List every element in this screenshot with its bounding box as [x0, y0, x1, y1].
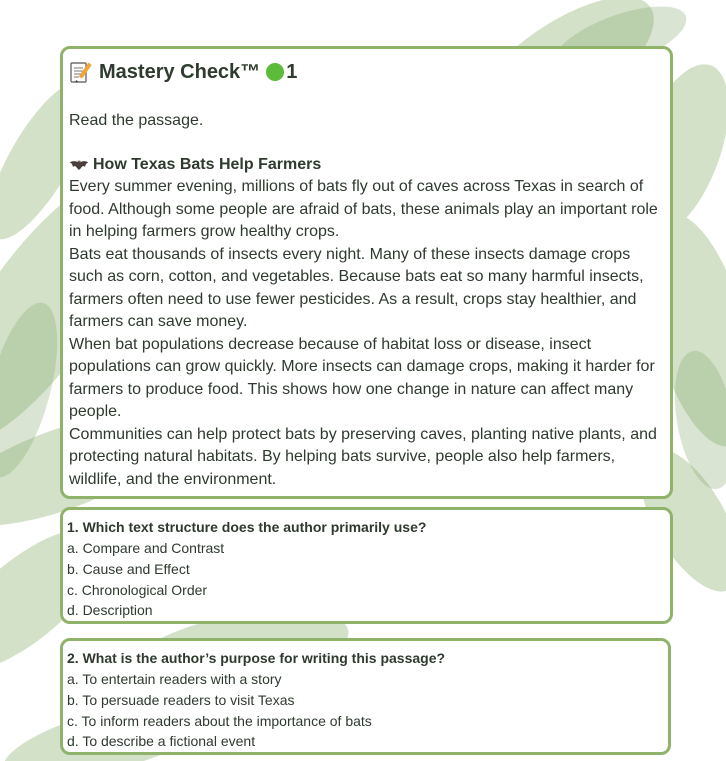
passage-paragraph: Bats eat thousands of insects every night. Many of these insects damage crops such as corn, cotton, and vegetables. Because bats eat so many harmful insects, farmers often need to use fewer pesticides. As a result, crops stay healthier, and farmers can save money.: [69, 245, 644, 330]
question-1-text: 1. Which text structure does the author primarily use?: [67, 519, 427, 535]
question-1-option-d[interactable]: d. Description: [67, 602, 153, 619]
passage-paragraph: Communities can help protect bats by preserving caves, planting native plants, and protecting natural habitats. By helping bats survive, people also help farmers, wildlife, and the environment.: [69, 425, 657, 488]
passage-paragraph: Every summer evening, millions of bats fly out of caves across Texas in search of food. Although some people are afraid of bats, these animals play an important role in helping farmers grow healthy crops.: [69, 178, 658, 240]
question-1-card: [60, 507, 673, 624]
mastery-check-title: [69, 58, 664, 86]
mastery-check-number: 1: [286, 61, 298, 83]
green-circle-icon: [266, 63, 284, 81]
bat-icon: [69, 158, 89, 172]
question-1-option-a[interactable]: a. Compare and Contrast: [67, 540, 225, 556]
question-2-option-a[interactable]: a. To entertain readers with a story: [67, 671, 282, 687]
question-2-text: 2. What is the author’s purpose for writing this passage?: [67, 650, 446, 666]
passage-paragraph: When bat populations decrease because of habitat loss or disease, insect populations can grow quickly. More insects can damage crops, making it harder for farmers to produce food. This shows how one change in nature can affect many people.: [69, 335, 655, 420]
question-2-card: [60, 638, 671, 755]
question-1-option-b[interactable]: b. Cause and Effect: [67, 560, 190, 577]
question-2-option-c[interactable]: c. To inform readers about the importance of bats: [67, 712, 372, 729]
question-2-option-d[interactable]: d. To describe a fictional event: [67, 733, 256, 750]
mastery-check-heading: Mastery Check™: [99, 61, 261, 83]
question-2-option-b[interactable]: b. To persuade readers to visit Texas: [67, 691, 295, 708]
passage-title-row: [69, 154, 664, 176]
memo-icon: [69, 60, 93, 84]
question-1-option-c[interactable]: c. Chronological Order: [67, 581, 208, 598]
passage-card: [60, 46, 673, 499]
passage-title: How Texas Bats Help Farmers: [93, 156, 322, 173]
passage-intro: Read the passage.: [69, 112, 204, 129]
